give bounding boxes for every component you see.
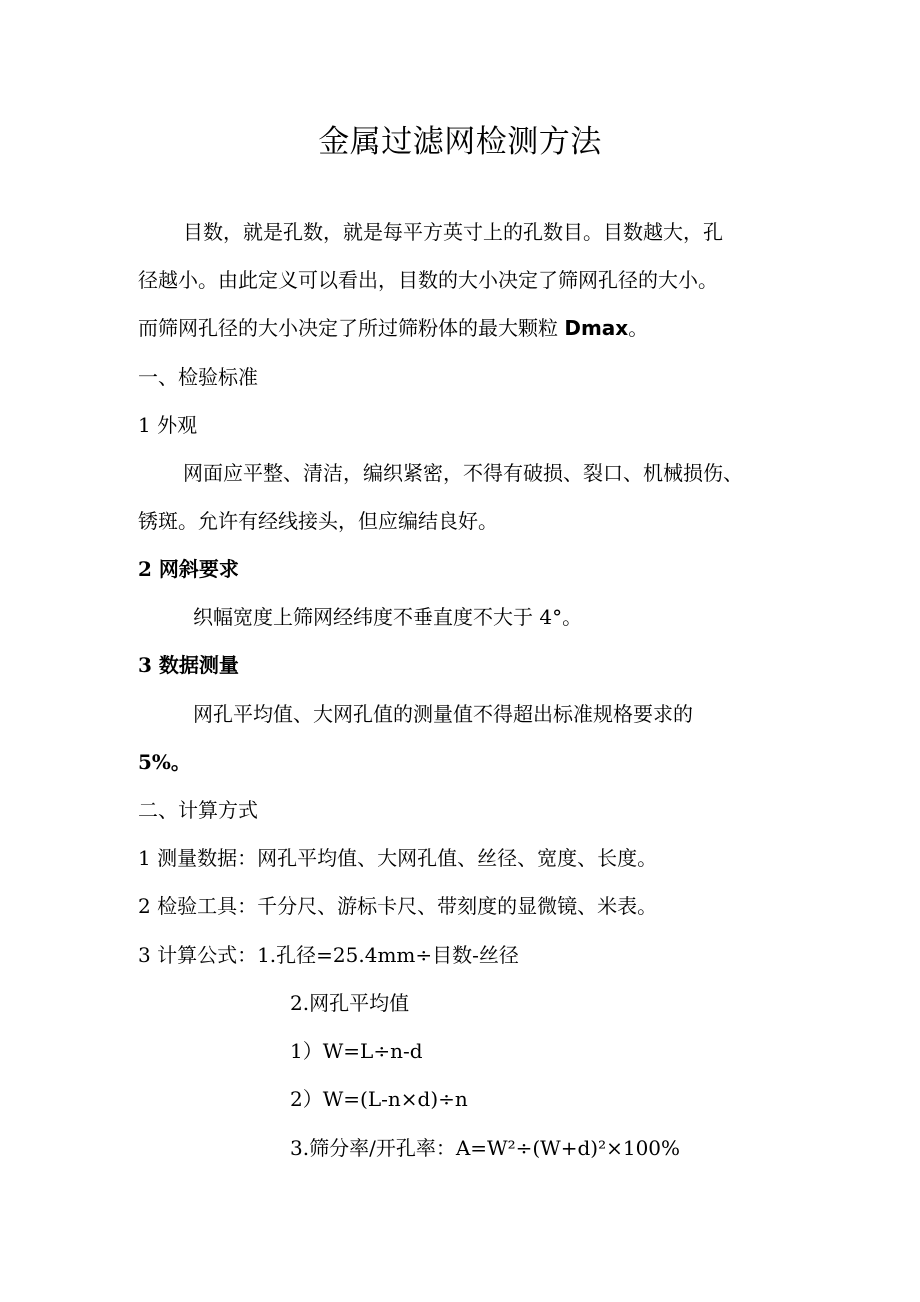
formula-3: 3.筛分率/开孔率：A=W²÷(W+d)²×100% xyxy=(290,1136,681,1160)
formula-2a: 1）W=L÷n-d xyxy=(290,1039,423,1063)
calc-item-2: 2 检验工具：千分尺、游标卡尺、带刻度的显微镜、米表。 xyxy=(138,894,658,918)
measure-line-1: 网孔平均值、大网孔值的测量值不得超出标准规格要求的 xyxy=(193,702,693,726)
measure-line-2: 5%。 xyxy=(138,750,191,774)
section1-heading: 一、检验标准 xyxy=(138,365,258,389)
calc-item-1: 1 测量数据：网孔平均值、大网孔值、丝径、宽度、长度。 xyxy=(138,846,658,870)
skew-line-1: 织幅宽度上筛网经纬度不垂直度不大于 4°。 xyxy=(193,605,583,629)
appearance-line-1: 网面应平整、清洁，编织紧密，不得有破损、裂口、机械损伤、 xyxy=(183,461,743,485)
formula-2b: 2）W=(L-n×d)÷n xyxy=(290,1087,468,1111)
page-title: 金属过滤网检测方法 xyxy=(318,124,602,160)
item-appearance-heading: 1 外观 xyxy=(138,413,198,437)
intro-line-3 xyxy=(138,314,648,342)
item-skew-heading: 2 网斜要求 xyxy=(138,557,239,581)
dmax-term: Dmax xyxy=(564,316,629,340)
section2-heading: 二、计算方式 xyxy=(138,798,258,822)
intro-line-2: 径越小。由此定义可以看出，目数的大小决定了筛网孔径的大小。 xyxy=(138,268,718,292)
formula-2: 2.网孔平均值 xyxy=(290,991,410,1015)
intro-line-1: 目数，就是孔数，就是每平方英寸上的孔数目。目数越大，孔 xyxy=(183,220,723,244)
calc-item-3: 3 计算公式：1.孔径=25.4mm÷目数-丝径 xyxy=(138,943,519,967)
item-measure-heading: 3 数据测量 xyxy=(138,653,239,677)
intro-line-3-suffix: 。 xyxy=(628,316,649,340)
intro-line-3-prefix: 而筛网孔径的大小决定了所过筛粉体的最大颗粒 xyxy=(138,316,565,340)
appearance-line-2: 锈斑。允许有经线接头，但应编结良好。 xyxy=(138,509,498,533)
